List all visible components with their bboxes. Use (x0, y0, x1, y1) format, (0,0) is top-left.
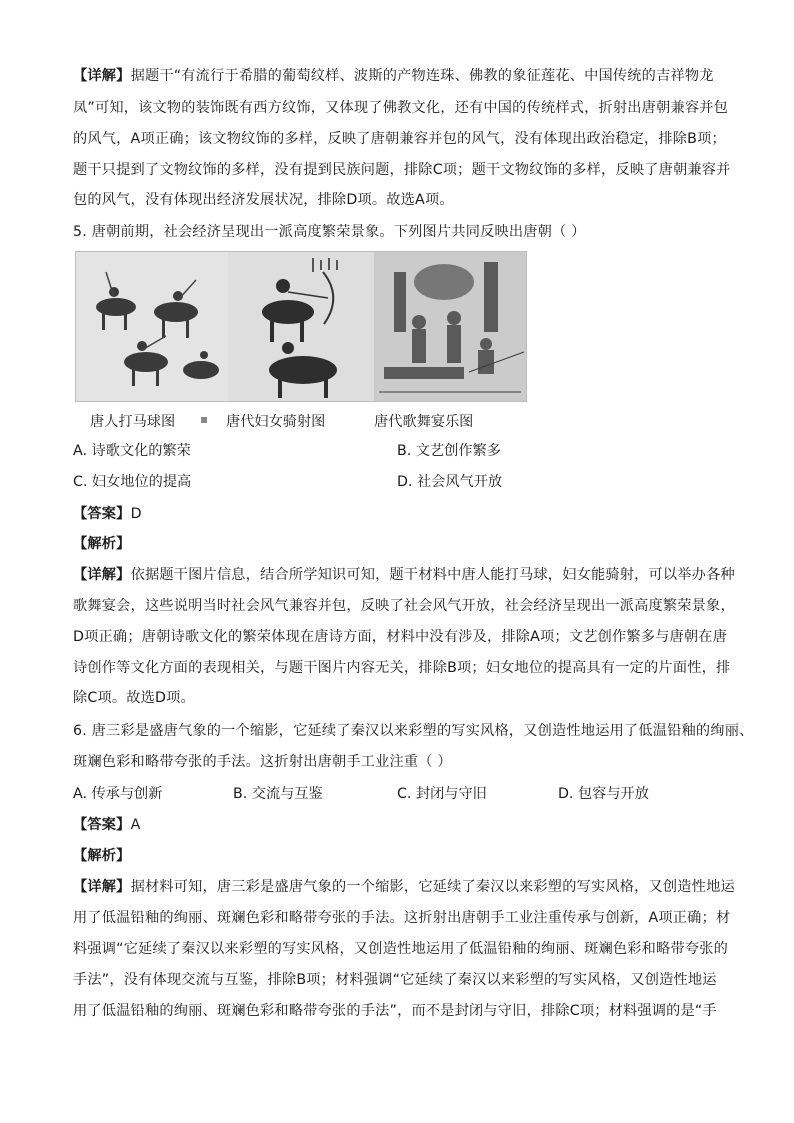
q6-detail-line-4: 手法”，没有体现交流与互鉴，排除B项；材料强调“它延续了秦汉以来彩塑的写实风格，又创造性地运 (73, 972, 717, 988)
q5-answer: 【答案】D (73, 506, 142, 522)
caption-archery: 唐代妇女骑射图 (226, 414, 326, 430)
q5-option-a: A. 诗歌文化的繁荣 (73, 443, 191, 459)
q4-detail-line-4: 题干只提到了文物纹饰的多样，没有提到民族问题，排除C项；题干文物纹饰的多样，反映了唐朝兼容并 (73, 162, 731, 178)
q4-detail-line-2: 凤”可知，该文物的装饰既有西方纹饰，又体现了佛教文化，还有中国的传统样式，折射出唐朝兼容并包 (73, 100, 728, 116)
q5-detail-line-5: 除C项。故选D项。 (73, 690, 195, 706)
q5-detail-line-2: 歌舞宴会，这些说明当时社会风气兼容并包，反映了社会风气开放，社会经济呈现出一派高度繁荣景象， (73, 598, 735, 614)
q4-detail-line-1: 【详解】据题干“有流行于希腊的葡萄纹样、波斯的产物连珠、佛教的象征莲花、中国传统的吉祥物龙 (73, 68, 714, 84)
q6-detail-line-1: 【详解】据材料可知，唐三彩是盛唐气象的一个缩影，它延续了秦汉以来彩塑的写实风格，又创造性地运 (73, 879, 735, 895)
banquet-mural-image (374, 252, 526, 401)
q5-figure-strip (75, 251, 527, 402)
q5-detail-line-4: 诗创作等文化方面的表现相关，与题干图片内容无关，排除B项；妇女地位的提高具有一定的片面性，排 (73, 660, 731, 676)
q6-answer: 【答案】A (73, 817, 141, 833)
q6-detail-line-2: 用了低温铅釉的绚丽、斑斓色彩和略带夸张的手法。这折射出唐朝手工业注重传承与创新，A项正确；材 (73, 910, 731, 926)
q6-detail-line-3: 料强调“它延续了秦汉以来彩塑的写实风格，又创造性地运用了低温铅釉的绚丽、斑斓色彩和略带夸张的 (73, 941, 728, 957)
q5-detail-line-3: D项正确；唐朝诗歌文化的繁荣体现在唐诗方面，材料中没有涉及，排除A项；文艺创作繁多与唐朝在唐 (73, 629, 728, 645)
polo-painting-image (76, 252, 228, 401)
q6-option-a: A. 传承与创新 (73, 786, 163, 802)
q5-detail-line-1: 【详解】依据题干图片信息，结合所学知识可知，题干材料中唐人能打马球，妇女能骑射，可以举办各种 (73, 567, 735, 583)
q5-option-b: B. 文艺创作繁多 (397, 443, 501, 459)
q6-detail-line-5: 用了低温铅釉的绚丽、斑斓色彩和略带夸张的手法”，而不是封闭与守旧，排除C项；材料强调的是“手 (73, 1003, 717, 1019)
caption-banquet: 唐代歌舞宴乐图 (374, 414, 474, 430)
q5-stem: 5. 唐朝前期，社会经济呈现出一派高度繁荣景象。下列图片共同反映出唐朝（ ） (73, 224, 586, 240)
q6-analysis-label: 【解析】 (73, 848, 131, 864)
q4-detail-line-3: 的风气，A项正确；该文物纹饰的多样，反映了唐朝兼容并包的风气，没有体现出政治稳定，排除B项； (73, 131, 726, 147)
q6-option-c: C. 封闭与守旧 (397, 786, 487, 802)
caption-separator: ▪ (200, 412, 209, 426)
q5-option-c: C. 妇女地位的提高 (73, 474, 192, 490)
q6-option-d: D. 包容与开放 (558, 786, 649, 802)
q6-stem-line-1: 6. 唐三彩是盛唐气象的一个缩影，它延续了秦汉以来彩塑的写实风格，又创造性地运用了低温铅釉的绚丽、 (73, 723, 754, 739)
q4-detail-line-5: 包的风气，没有体现出经济发展状况，排除D项。故选A项。 (73, 192, 454, 208)
women-archery-image (228, 252, 374, 401)
caption-polo: 唐人打马球图 (90, 414, 176, 430)
q6-option-b: B. 交流与互鉴 (233, 786, 323, 802)
q5-analysis-label: 【解析】 (73, 536, 131, 552)
q5-option-d: D. 社会风气开放 (397, 474, 503, 490)
q6-stem-line-2: 斑斓色彩和略带夸张的手法。这折射出唐朝手工业注重（ ） (73, 754, 452, 770)
